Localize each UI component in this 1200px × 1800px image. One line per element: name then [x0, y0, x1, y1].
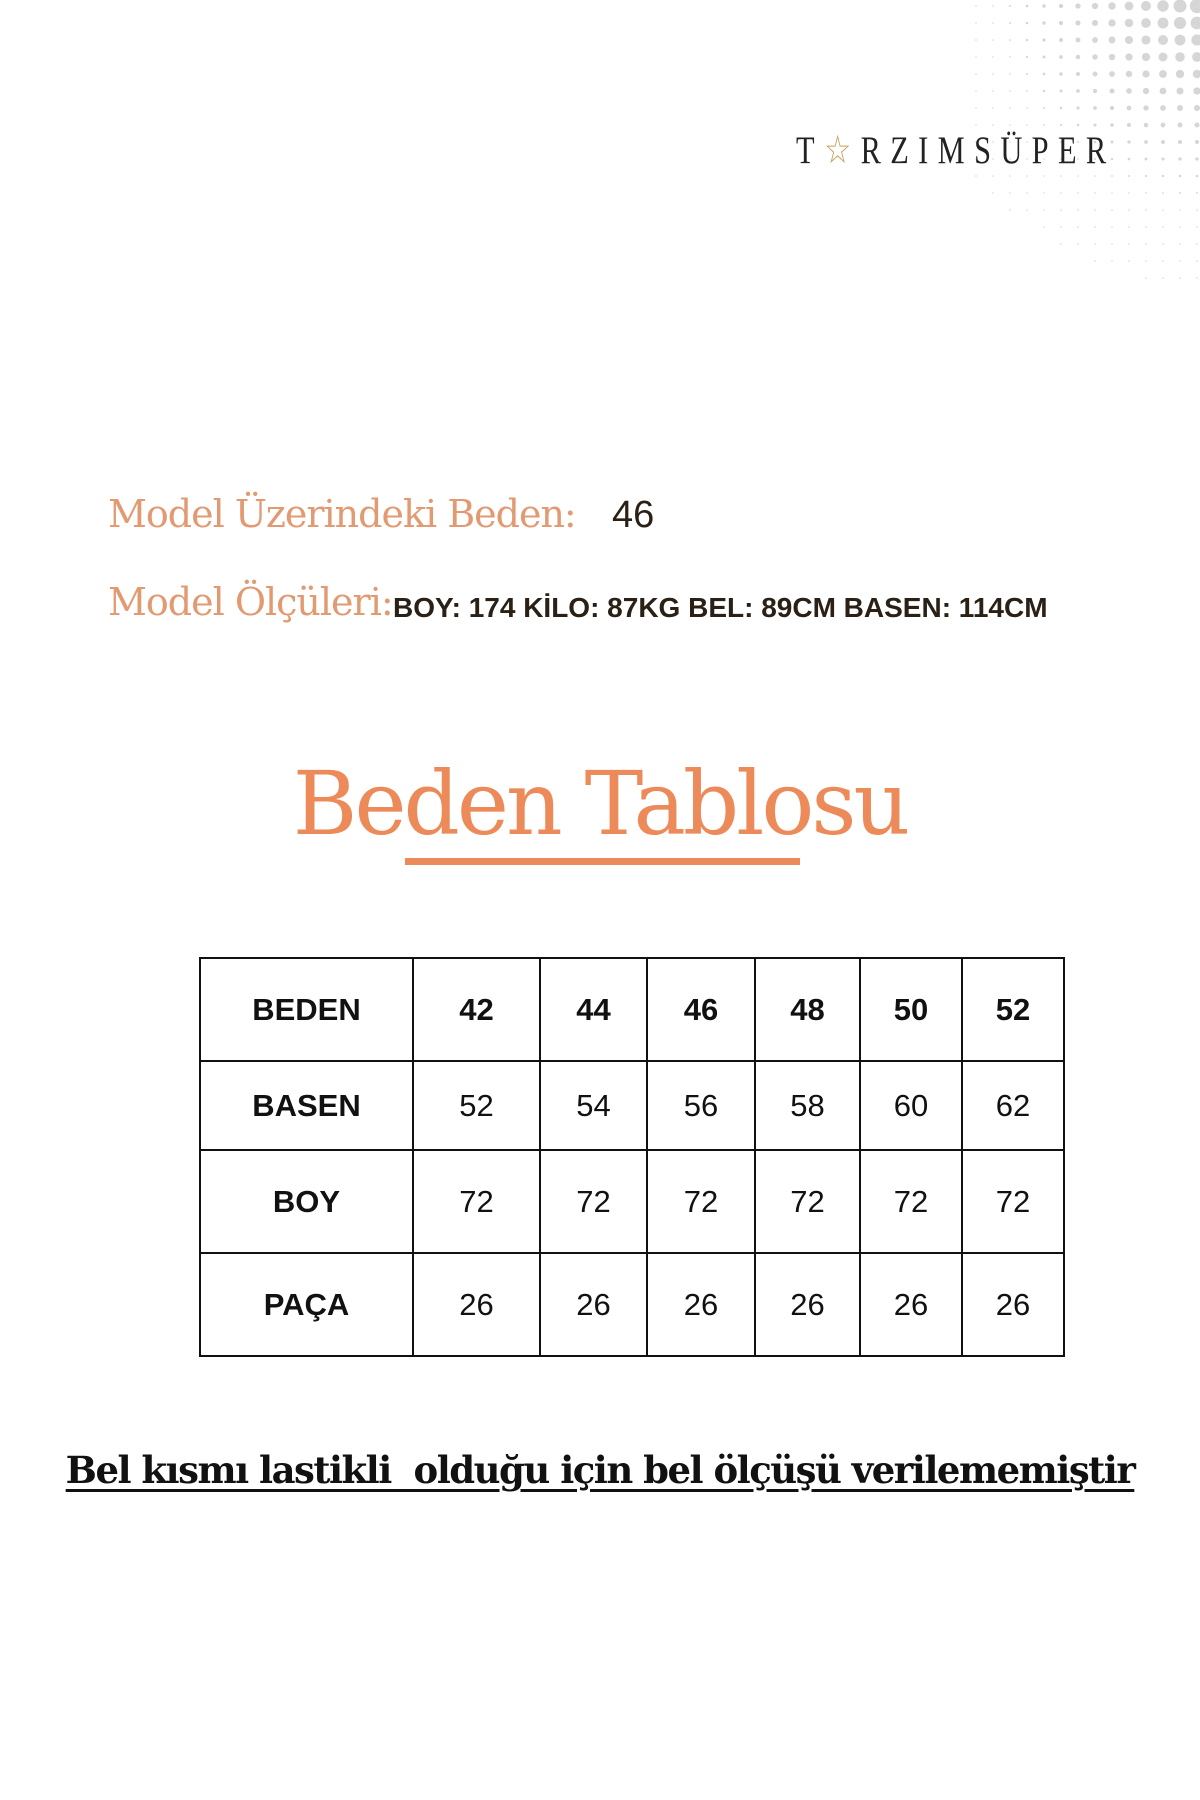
- decorative-dot: [1142, 70, 1149, 77]
- model-size-label: Model Üzerindeki Beden:: [108, 492, 576, 536]
- table-header-row: [200, 958, 1064, 1061]
- decorative-dot: [1094, 243, 1096, 245]
- decorative-dot: [1175, 52, 1185, 62]
- table-cell: 58: [755, 1061, 860, 1150]
- decorative-dot: [1075, 3, 1080, 8]
- decorative-dot: [992, 90, 994, 92]
- decorative-dot: [1175, 35, 1186, 46]
- decorative-dot: [1126, 88, 1132, 94]
- decorative-dot: [1043, 226, 1045, 228]
- decorative-dot: [1077, 192, 1079, 194]
- decorative-dot: [1145, 243, 1147, 245]
- decorative-dot: [1158, 35, 1168, 45]
- decorative-dot: [1143, 105, 1148, 110]
- decorative-dot: [1026, 56, 1028, 58]
- decorative-dot: [992, 192, 994, 194]
- decorative-dot: [1128, 192, 1130, 194]
- table-cell: 52: [413, 1061, 540, 1150]
- decorative-dot: [1060, 175, 1062, 177]
- header-cell: 52: [962, 958, 1064, 1061]
- decorative-dot: [1111, 260, 1113, 262]
- decorative-dot: [1026, 5, 1029, 8]
- decorative-dot: [1111, 175, 1113, 177]
- decorative-dot: [1026, 39, 1029, 42]
- decorative-dot: [1128, 243, 1130, 245]
- decorative-dot: [1077, 124, 1080, 127]
- decorative-dot: [1196, 243, 1198, 245]
- decorative-dot: [975, 56, 977, 58]
- header-cell: 46: [647, 958, 755, 1061]
- decorative-dot: [1159, 53, 1168, 62]
- decorative-dot: [1043, 107, 1045, 109]
- decorative-dot: [1179, 277, 1181, 279]
- decorative-dot: [992, 73, 994, 75]
- decorative-dot: [992, 56, 994, 58]
- decorative-dot: [1042, 21, 1045, 24]
- decorative-dot: [1143, 88, 1149, 94]
- decorative-dot: [1126, 71, 1133, 78]
- decorative-dot: [1127, 140, 1130, 143]
- decorative-dot: [1009, 56, 1011, 58]
- decorative-dot: [1190, 0, 1200, 13]
- table-row: [200, 1061, 1064, 1150]
- decorative-dot: [1092, 37, 1098, 43]
- decorative-dot: [1059, 38, 1063, 42]
- decorative-dot: [1161, 140, 1165, 144]
- decorative-dot: [1042, 4, 1045, 7]
- decorative-dot: [1026, 107, 1028, 109]
- decorative-dot: [1144, 140, 1148, 144]
- decorative-dot: [1009, 107, 1011, 109]
- decorative-dot: [1059, 72, 1062, 75]
- size-chart-title: Beden Tablosu: [292, 752, 908, 855]
- decorative-dot: [1125, 2, 1134, 11]
- decorative-dot: [1141, 1, 1151, 11]
- decorative-dot: [1195, 157, 1198, 160]
- decorative-dot: [1127, 106, 1132, 111]
- table-cell: 54: [540, 1061, 647, 1150]
- decorative-dot: [1125, 19, 1133, 27]
- decorative-dot: [1093, 72, 1098, 77]
- decorative-dot: [1145, 260, 1147, 262]
- decorative-dot: [1076, 38, 1081, 43]
- table-cell: 62: [962, 1061, 1064, 1150]
- decorative-dot: [1128, 175, 1130, 177]
- decorative-dot: [1191, 34, 1200, 45]
- decorative-dot: [1196, 277, 1198, 279]
- row-header-cell: PAÇA: [200, 1253, 413, 1356]
- model-size-value: 46: [612, 494, 655, 536]
- table-row: [200, 1253, 1064, 1356]
- decorative-dot: [1176, 70, 1184, 78]
- decorative-dot: [1043, 56, 1046, 59]
- decorative-dot: [1179, 175, 1182, 178]
- row-header-cell: BASEN: [200, 1061, 413, 1150]
- decorative-dot: [1060, 90, 1063, 93]
- decorative-dot: [1161, 123, 1166, 128]
- decorative-dot: [975, 175, 977, 177]
- decorative-dot: [1177, 105, 1183, 111]
- decorative-dot: [1009, 5, 1011, 7]
- table-cell: 72: [647, 1150, 755, 1253]
- decorative-dot: [1076, 89, 1080, 93]
- decorative-dot: [1060, 226, 1062, 228]
- decorative-dot: [1009, 22, 1011, 24]
- decorative-dot: [1094, 209, 1096, 211]
- table-cell: 26: [860, 1253, 962, 1356]
- row-header-cell: BOY: [200, 1150, 413, 1253]
- decorative-dot: [1077, 243, 1079, 245]
- decorative-dot: [992, 22, 994, 24]
- decorative-dot: [1093, 106, 1097, 110]
- decorative-dot: [1194, 105, 1200, 111]
- decorative-dot: [1026, 209, 1028, 211]
- decorative-dot: [1043, 90, 1045, 92]
- decorative-dot: [1157, 0, 1168, 11]
- decorative-dot: [975, 73, 977, 75]
- decorative-dot: [1196, 209, 1198, 211]
- decorative-dot: [1193, 70, 1200, 79]
- decorative-dot: [1128, 226, 1130, 228]
- model-measurements-value: BOY: 174 KİLO: 87KG BEL: 89CM BASEN: 114CM: [393, 592, 1048, 623]
- decorative-dot: [1009, 73, 1011, 75]
- decorative-dot: [1093, 123, 1096, 126]
- table-row: [200, 1150, 1064, 1253]
- decorative-dot: [1043, 175, 1045, 177]
- decorative-dot: [1060, 107, 1063, 110]
- decorative-dot: [1196, 260, 1198, 262]
- decorative-dot: [1141, 18, 1151, 28]
- decorative-dot: [1179, 260, 1181, 262]
- decorative-dot: [1111, 226, 1113, 228]
- decorative-dot: [1110, 123, 1114, 127]
- decorative-dot: [1162, 209, 1164, 211]
- table-cell: 26: [413, 1253, 540, 1356]
- decorative-dot: [1026, 175, 1028, 177]
- decorative-dot: [1160, 105, 1166, 111]
- decorative-dot: [1111, 243, 1113, 245]
- model-measurements-label: Model Ölçüleri:: [108, 580, 393, 624]
- decorative-dot: [1094, 175, 1096, 177]
- decorative-dot: [1026, 124, 1028, 126]
- decorative-dot: [992, 107, 994, 109]
- decorative-dot: [1043, 192, 1045, 194]
- decorative-dot: [1174, 0, 1187, 12]
- decorative-dot: [1145, 226, 1147, 228]
- decorative-dot: [1009, 209, 1011, 211]
- decorative-dot: [1043, 209, 1045, 211]
- decorative-dot: [1076, 55, 1081, 60]
- decorative-dot: [1009, 192, 1011, 194]
- title-underline: [405, 858, 800, 865]
- decorative-dot: [1109, 88, 1114, 93]
- decorative-dot: [1191, 17, 1200, 30]
- table-cell: 72: [413, 1150, 540, 1253]
- decorative-dot: [1125, 53, 1132, 60]
- decorative-dot: [1125, 36, 1133, 44]
- decorative-dot: [1009, 124, 1011, 126]
- decorative-dot: [1159, 70, 1167, 78]
- decorative-dot: [1144, 123, 1148, 127]
- decorative-dot: [1145, 175, 1147, 177]
- decorative-dot: [975, 124, 977, 126]
- decorative-dot: [1042, 38, 1045, 41]
- decorative-dot: [1060, 124, 1062, 126]
- decorative-dot: [1179, 226, 1181, 228]
- decorative-dot: [1160, 88, 1167, 95]
- decorative-dot: [1092, 20, 1098, 26]
- decorative-dot: [1145, 209, 1147, 211]
- decorative-dot: [1161, 157, 1164, 160]
- decorative-dot: [1111, 192, 1113, 194]
- decorative-dot: [1094, 260, 1096, 262]
- decorative-dot: [1111, 209, 1113, 211]
- decorative-dot: [1192, 52, 1200, 62]
- decorative-dot: [1075, 20, 1080, 25]
- decorative-dot: [1196, 175, 1199, 178]
- decorative-dot: [975, 39, 977, 41]
- decorative-dot: [1196, 192, 1198, 194]
- decorative-dot: [1196, 226, 1198, 228]
- decorative-dot: [1009, 175, 1011, 177]
- decorative-dot: [1128, 260, 1130, 262]
- decorative-dot: [992, 39, 994, 41]
- decorative-dot: [1026, 73, 1028, 75]
- decorative-dot: [1142, 53, 1150, 61]
- decorative-dot: [1162, 226, 1164, 228]
- decorative-dot: [1179, 192, 1181, 194]
- brand-logo: T☆RZIMSÜPER: [796, 129, 1116, 172]
- decorative-dot: [1108, 2, 1115, 9]
- decorative-dot: [1145, 192, 1147, 194]
- decorative-dot: [1026, 22, 1029, 25]
- decorative-dot: [1109, 71, 1115, 77]
- decorative-dot: [1077, 175, 1079, 177]
- decorative-dot: [1094, 192, 1096, 194]
- decorative-dot: [1193, 87, 1200, 94]
- decorative-dot: [1179, 243, 1181, 245]
- decorative-dot: [1162, 260, 1164, 262]
- decorative-dot: [1092, 3, 1098, 9]
- decorative-dot: [975, 22, 977, 24]
- decorative-dot: [1145, 158, 1148, 161]
- decorative-dot: [975, 90, 977, 92]
- decorative-dot: [1174, 17, 1186, 29]
- decorative-dot: [1162, 277, 1164, 279]
- decorative-dot: [1060, 209, 1062, 211]
- decorative-dot: [1009, 90, 1011, 92]
- decorative-dot: [1178, 140, 1182, 144]
- decorative-dot: [1195, 140, 1199, 144]
- decorative-dot: [1162, 175, 1164, 177]
- decorative-dot: [1076, 72, 1080, 76]
- table-cell: 56: [647, 1061, 755, 1150]
- table-cell: 72: [755, 1150, 860, 1253]
- table-cell: 26: [962, 1253, 1064, 1356]
- table-cell: 26: [647, 1253, 755, 1356]
- header-cell: 48: [755, 958, 860, 1061]
- decorative-dot: [1059, 21, 1063, 25]
- header-cell: BEDEN: [200, 958, 413, 1061]
- decorative-dot: [1076, 106, 1079, 109]
- decorative-dot: [1110, 106, 1114, 110]
- decorative-dot: [1179, 209, 1181, 211]
- decorative-dot: [1176, 87, 1183, 94]
- decorative-dot: [1178, 157, 1181, 160]
- table-cell: 60: [860, 1061, 962, 1150]
- decorative-dot: [1093, 89, 1097, 93]
- decorative-dot: [1158, 18, 1169, 29]
- decorative-dot: [1145, 277, 1147, 279]
- decorative-dot: [1162, 192, 1164, 194]
- header-cell: 44: [540, 958, 647, 1061]
- decorative-dot: [992, 124, 994, 126]
- decorative-dot: [1162, 243, 1164, 245]
- decorative-dot: [1060, 192, 1062, 194]
- header-cell: 50: [860, 958, 962, 1061]
- waist-note: Bel kısmı lastikli olduğu için bel ölçüşü verilememiştir: [65, 1448, 1135, 1492]
- decorative-dot: [1109, 54, 1115, 60]
- decorative-dot: [1094, 226, 1096, 228]
- header-cell: 42: [413, 958, 540, 1061]
- decorative-dot: [1043, 73, 1046, 76]
- decorative-dot: [1127, 123, 1131, 127]
- table-cell: 72: [962, 1150, 1064, 1253]
- decorative-dot: [1108, 19, 1115, 26]
- star-icon: ☆: [823, 129, 861, 172]
- decorative-dot: [1026, 90, 1028, 92]
- decorative-dot: [1177, 122, 1182, 127]
- decorative-dot: [992, 175, 994, 177]
- decorative-dot: [1194, 122, 1199, 127]
- decorative-dot: [1092, 54, 1097, 59]
- decorative-dot: [1059, 4, 1063, 8]
- decorative-dot: [1009, 39, 1011, 41]
- decorative-dot: [1043, 124, 1045, 126]
- decorative-dot: [1141, 35, 1150, 44]
- table-cell: 26: [540, 1253, 647, 1356]
- decorative-dot: [1077, 209, 1079, 211]
- decorative-dot: [1026, 192, 1028, 194]
- decorative-dot: [975, 107, 977, 109]
- decorative-dot: [1109, 37, 1116, 44]
- decorative-dot: [1128, 209, 1130, 211]
- table-cell: 72: [540, 1150, 647, 1253]
- decorative-dot: [1077, 226, 1079, 228]
- decorative-dot: [975, 5, 977, 7]
- decorative-dot: [992, 5, 994, 7]
- decorative-dot: [1059, 55, 1063, 59]
- table-cell: 72: [860, 1150, 962, 1253]
- decorative-dot: [1128, 158, 1131, 161]
- decorative-dot: [1060, 243, 1062, 245]
- table-cell: 26: [755, 1253, 860, 1356]
- size-table: [199, 957, 1065, 1357]
